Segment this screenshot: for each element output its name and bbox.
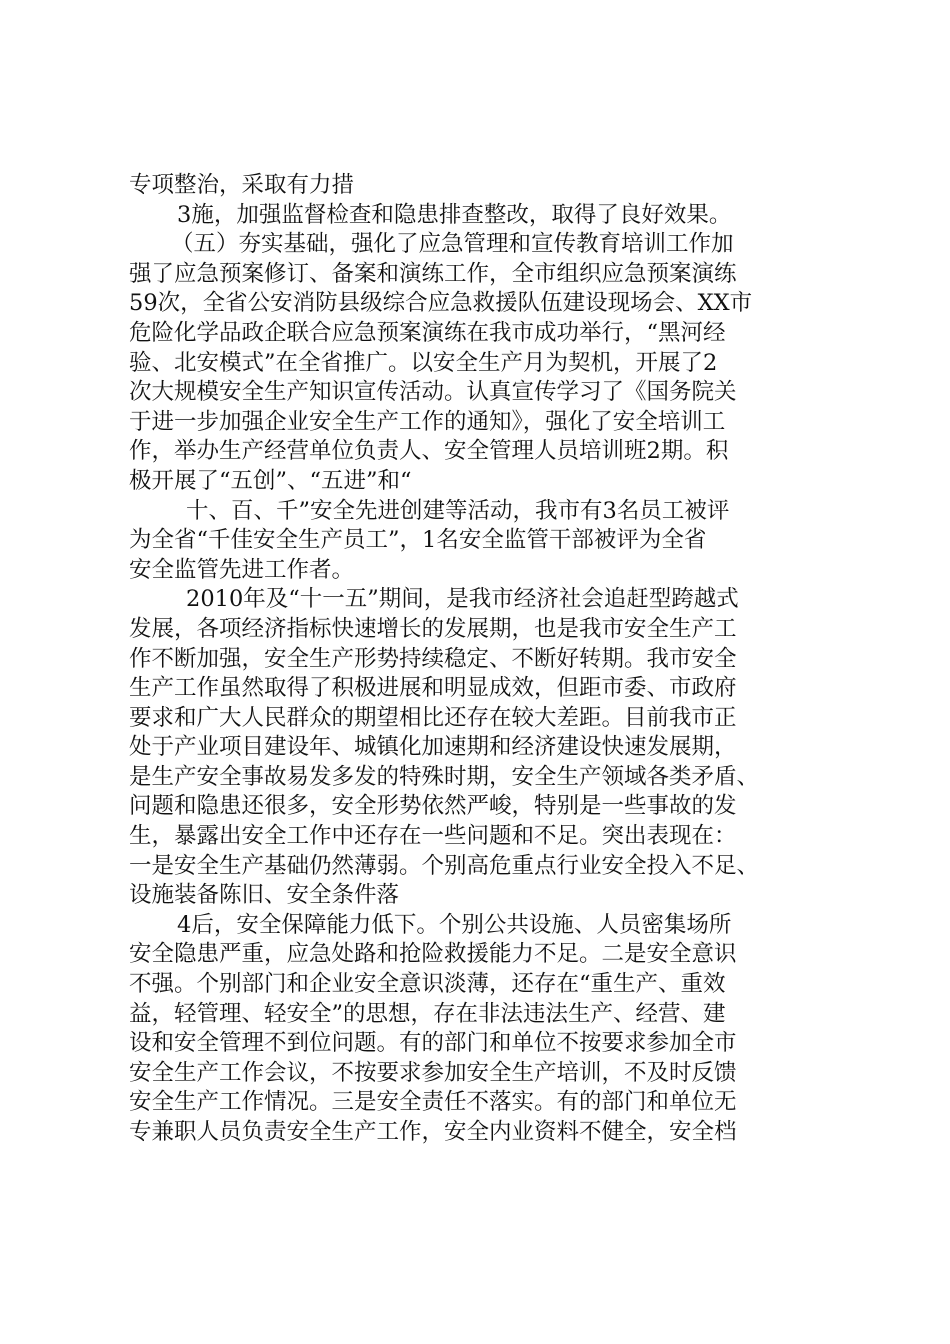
text-line: 危险化学品政企联合应急预案演练在我市成功举行，“黑河经 bbox=[129, 319, 726, 346]
text-line: 一是安全生产基础仍然薄弱。个别高危重点行业安全投入不足、 bbox=[129, 852, 760, 879]
text-line: 验、北安模式”在全省推广。以安全生产月为契机，开展了2 bbox=[129, 349, 718, 376]
text-line: 为全省“千佳安全生产员工”，1名安全监管干部被评为全省 bbox=[129, 527, 707, 554]
text-line: 设施装备陈旧、安全条件落 bbox=[129, 882, 400, 909]
text-line: 次大规模安全生产知识宣传活动。认真宣传学习了《国务院关 bbox=[129, 379, 737, 406]
text-line: 专兼职人员负责安全生产工作，安全内业资料不健全，安全档 bbox=[129, 1119, 737, 1145]
text-line: 4后，安全保障能力低下。个别公共设施、人员密集场所 bbox=[177, 911, 732, 938]
text-line: 十、百、千”安全先进创建等活动，我市有3名员工被评 bbox=[186, 497, 730, 524]
text-line: 2010年及“十一五”期间，是我市经济社会追赶型跨越式 bbox=[186, 586, 739, 613]
text-line: 59次，全省公安消防县级综合应急救援队伍建设现场会、XX市 bbox=[129, 290, 753, 317]
text-line: 不强。个别部门和企业安全意识淡薄，还存在“重生产、重效 bbox=[129, 971, 726, 998]
text-line: 强了应急预案修订、备案和演练工作，全市组织应急预案演练 bbox=[129, 260, 737, 287]
text-line: 作，举办生产经营单位负责人、安全管理人员培训班2期。积 bbox=[129, 438, 729, 465]
text-line: 安全监管先进工作者。 bbox=[129, 556, 355, 583]
text-line: 专项整治，采取有力措 bbox=[129, 172, 355, 198]
text-line: 生，暴露出安全工作中还存在一些问题和不足。突出表现在： bbox=[129, 823, 737, 850]
text-line: 发展，各项经济指标快速增长的发展期，也是我市安全生产工 bbox=[129, 615, 737, 642]
text-line: 要求和广大人民群众的期望相比还存在较大差距。目前我市正 bbox=[129, 704, 737, 731]
text-line: 处于产业项目建设年、城镇化加速期和经济建设快速发展期， bbox=[129, 734, 737, 761]
document-body bbox=[129, 171, 834, 1148]
text-line: 于进一步加强企业安全生产工作的通知》，强化了安全培训工 bbox=[129, 408, 726, 435]
text-line: 生产工作虽然取得了积极进展和明显成效，但距市委、市政府 bbox=[129, 675, 737, 702]
text-line: 安全隐患严重，应急处路和抢险救援能力不足。二是安全意识 bbox=[129, 941, 737, 968]
text-line: 设和安全管理不到位问题。有的部门和单位不按要求参加全市 bbox=[129, 1030, 737, 1057]
text-line: 益，轻管理、轻安全”的思想，存在非法违法生产、经营、建 bbox=[129, 1000, 726, 1027]
text-line: 3施，加强监督检查和隐患排查整改，取得了良好效果。 bbox=[177, 201, 732, 228]
text-line: 安全生产工作情况。三是安全责任不落实。有的部门和单位无 bbox=[129, 1089, 737, 1116]
text-line: （五）夯实基础，强化了应急管理和宣传教育培训工作加 bbox=[171, 231, 734, 258]
text-line: 极开展了“五创”、“五进”和“ bbox=[129, 467, 412, 494]
text-line: 问题和隐患还很多，安全形势依然严峻，特别是一些事故的发 bbox=[129, 793, 737, 820]
text-line: 安全生产工作会议，不按要求参加安全生产培训，不及时反馈 bbox=[129, 1059, 737, 1086]
text-line: 作不断加强，安全生产形势持续稳定、不断好转期。我市安全 bbox=[129, 645, 737, 672]
text-line: 是生产安全事故易发多发的特殊时期，安全生产领域各类矛盾、 bbox=[129, 763, 760, 790]
